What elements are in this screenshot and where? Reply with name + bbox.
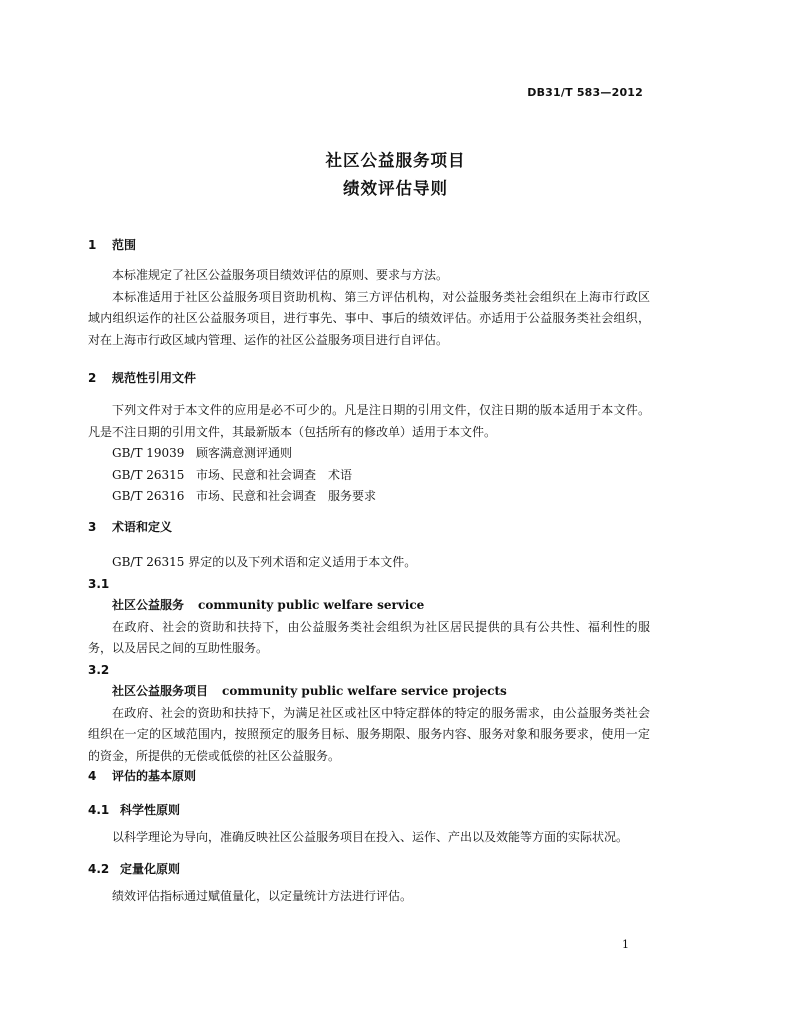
reference-extra: 服务要求 (328, 489, 377, 503)
page-number: 1 (622, 938, 629, 951)
paragraph: 本标准规定了社区公益服务项目绩效评估的原则、要求与方法。 (112, 268, 449, 282)
paragraph: GB/T 26315 界定的以及下列术语和定义适用于本文件。 (112, 555, 417, 569)
section-number: 2 (88, 371, 97, 385)
reference-extra: 术语 (328, 467, 353, 482)
reference-title: 市场、民意和社会调查 (196, 467, 317, 482)
section-number: 4 (88, 769, 97, 783)
paragraph: 以科学理论为导向，准确反映社区公益服务项目在投入、运作、产出以及效能等方面的实际状况。 (112, 830, 629, 844)
subsection-title: 定量化原则 (120, 862, 181, 876)
section-title: 评估的基本原则 (112, 769, 197, 783)
section-4-1-heading (88, 801, 650, 818)
section-2-heading (88, 369, 650, 386)
section-number: 3 (88, 520, 97, 534)
section-title: 范围 (112, 238, 137, 252)
document-title-line1: 社区公益服务项目 (325, 151, 466, 170)
reference-title: 顾客满意测评通则 (196, 446, 293, 460)
section-title: 规范性引用文件 (112, 371, 197, 385)
section-3-body (88, 552, 650, 767)
section-number: 1 (88, 238, 97, 252)
paragraph: 本标准适用于社区公益服务项目资助机构、第三方评估机构，对公益服务类社会组织在上海市行政区域内组织运作的社区公益服务项目，进行事先、事中、事后的绩效评估。亦适用于公益服务类社会组织，对在上海市行政区域内管理、运作的社区公益服务项目进行自评估。 (88, 289, 650, 347)
reference-item (88, 486, 650, 508)
term-chinese: 社区公益服务 (112, 598, 185, 612)
reference-code: GB/T 26316 (112, 489, 185, 503)
subsection-title: 科学性原则 (120, 803, 181, 817)
section-title: 术语和定义 (112, 520, 173, 534)
section-4-2-body (88, 886, 650, 908)
section-4-2-heading (88, 860, 650, 877)
document-code: DB31/T 583—2012 (527, 86, 643, 99)
term-english: community public welfare service (198, 598, 425, 612)
term-entry (88, 681, 650, 703)
reference-item (88, 465, 650, 487)
term-english: community public welfare service projects (222, 684, 507, 698)
section-3-heading (88, 518, 650, 535)
term-entry (88, 595, 650, 617)
term-definition: 在政府、社会的资助和扶持下，由公益服务类社会组织为社区居民提供的具有公共性、福利性的服务，以及居民之间的互助性服务。 (88, 619, 650, 655)
reference-title: 市场、民意和社会调查 (196, 489, 317, 503)
term-definition: 在政府、社会的资助和扶持下，为满足社区或社区中特定群体的特定的服务需求，由公益服务类社会组织在一定的区域范围内，按照预定的服务目标、服务期限、服务内容、服务对象和服务要求，使用一定的资金，所提供的无偿或低偿的社区公益服务。 (88, 705, 650, 763)
section-1-body (88, 265, 650, 351)
section-4-1-body (88, 827, 650, 849)
term-number: 3.1 (88, 576, 110, 591)
reference-code: GB/T 26315 (112, 467, 185, 482)
reference-item (88, 443, 650, 465)
reference-code: GB/T 19039 (112, 446, 185, 460)
subsection-number: 4.2 (88, 862, 110, 876)
term-chinese: 社区公益服务项目 (112, 684, 209, 698)
section-2-body (88, 400, 650, 508)
paragraph: 下列文件对于本文件的应用是必不可少的。凡是注日期的引用文件，仅注日期的版本适用于本文件。凡是不注日期的引用文件，其最新版本（包括所有的修改单）适用于本文件。 (88, 403, 650, 439)
term-number: 3.2 (88, 662, 110, 677)
section-1-heading (88, 236, 650, 253)
paragraph: 绩效评估指标通过赋值量化，以定量统计方法进行评估。 (112, 889, 413, 903)
document-title-line2: 绩效评估导则 (343, 179, 448, 198)
subsection-number: 4.1 (88, 803, 110, 817)
section-4-heading (88, 767, 650, 784)
